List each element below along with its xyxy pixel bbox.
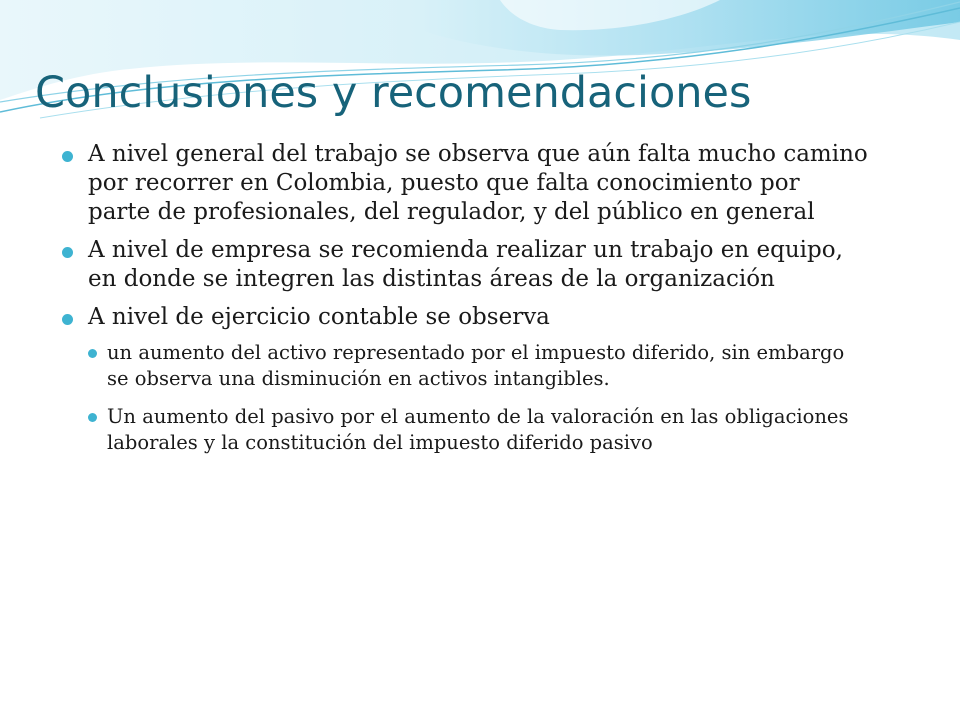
sub-bullet-text: Un aumento del pasivo por el aumento de la valoración en las obligaciones laborales y la constitución del impuesto diferido pasivo: [107, 405, 849, 454]
bullet-text: A nivel general del trabajo se observa que aún falta mucho camino por recorrer en Colombia, puesto que falta conocimiento por parte de profesionales, del regulador, y del público en general: [88, 141, 868, 225]
bullet-dot-icon: [62, 314, 73, 325]
bullet-dot-icon: [88, 349, 97, 358]
slide-title: Conclusiones y recomendaciones: [35, 68, 752, 118]
bullet-text: A nivel de empresa se recomienda realizar un trabajo en equipo, en donde se integren las distintas áreas de la organización: [88, 237, 843, 292]
bullet-text: A nivel de ejercicio contable se observa: [88, 304, 550, 330]
bullet-list: [62, 140, 922, 456]
sub-bullet-list: [88, 340, 922, 456]
bullet-dot-icon: [62, 151, 73, 162]
bullet-dot-icon: [62, 247, 73, 258]
sub-bullet-item: [88, 340, 922, 392]
bullet-item: [62, 303, 922, 456]
bullet-dot-icon: [88, 413, 97, 422]
bullet-item: [62, 140, 922, 227]
sub-bullet-item: [88, 404, 922, 456]
bullet-item: [62, 236, 922, 294]
slide-content: [62, 140, 922, 468]
sub-bullet-text: un aumento del activo representado por el impuesto diferido, sin embargo se observa una disminución en activos intangibles.: [107, 341, 845, 390]
